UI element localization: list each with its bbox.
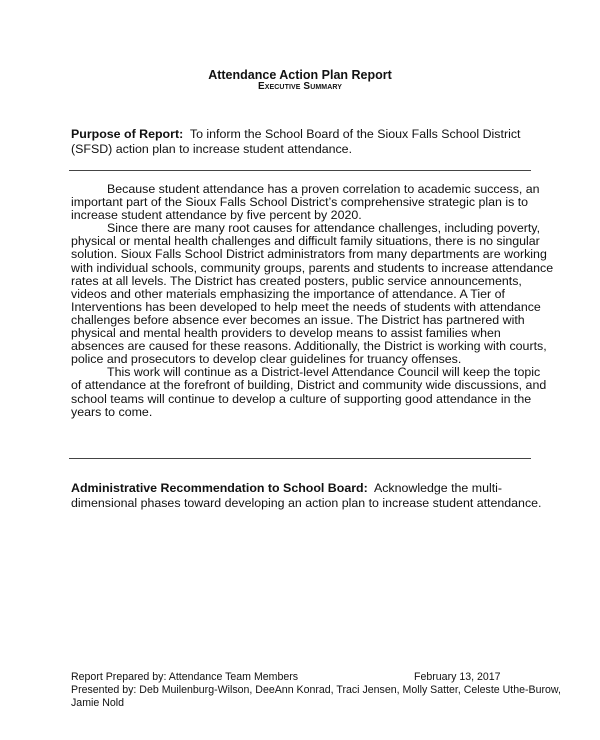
recommendation-line-1 bbox=[71, 482, 502, 495]
paragraph-1-line: Because student attendance has a proven correlation to academic success, an bbox=[107, 182, 540, 196]
paragraph-2-line: rates at all levels. The District has created posters, public service announcements, bbox=[71, 273, 522, 288]
paragraph-2-line: Since there are many root causes for attendance challenges, including poverty, bbox=[107, 221, 541, 236]
recommendation-label: Administrative Recommendation to School Board: bbox=[71, 481, 368, 495]
paragraph-2-line: Interventions has been developed to help meet the needs of students with attendance bbox=[71, 299, 541, 314]
paragraph-2-line: police and prosecutors to develop clear guidelines for truancy offenses. bbox=[71, 352, 462, 367]
presented-by-2: Jamie Nold bbox=[71, 697, 124, 709]
paragraph-2-line: physical or mental health challenges and difficult family situations, there is no singular bbox=[71, 234, 540, 249]
purpose-line-1 bbox=[71, 128, 520, 141]
paragraph-2-line: with individual schools, community groups, parents and students to increase attendance bbox=[71, 260, 554, 275]
paragraph-3-line: school teams will continue to develop a culture of supporting good attendance in the bbox=[71, 391, 532, 406]
paragraph-3-line: of attendance at the forefront of building, District and community wide discussions, and bbox=[71, 378, 547, 393]
purpose-text-1: To inform the School Board of the Sioux Falls School District bbox=[189, 127, 521, 141]
divider-bottom bbox=[69, 458, 531, 459]
report-date: February 13, 2017 bbox=[414, 671, 501, 683]
paragraph-2-line: challenges before absence ever becomes an issue. The District has partnered with bbox=[71, 312, 525, 327]
paragraph-1-line: important part of the Sioux Falls School District’s comprehensive strategic plan is to bbox=[71, 195, 529, 210]
paragraph-3-line: years to come. bbox=[71, 404, 153, 419]
presented-by-1: Presented by: Deb Muilenburg-Wilson, DeeAnn Konrad, Traci Jensen, Molly Satter, Celeste Uthe-Burow, bbox=[71, 684, 561, 696]
paragraph-3-line: This work will continue as a District-level Attendance Council will keep the topic bbox=[107, 365, 541, 380]
paragraph-2-line: videos and other materials emphasizing the importance of attendance. A Tier of bbox=[71, 286, 505, 301]
paragraph-2-line: physical and mental health providers to develop means to assist families when bbox=[71, 326, 501, 341]
paragraph-1-line: increase student attendance by five percent by 2020. bbox=[71, 208, 362, 223]
divider-top bbox=[69, 170, 531, 171]
recommendation-text-2: dimensional phases toward developing an action plan to increase student attendance. bbox=[71, 496, 542, 510]
paragraph-2-line: absences are caused for these reasons. Additionally, the District is working with courts, bbox=[71, 339, 547, 354]
purpose-label: Purpose of Report: bbox=[71, 127, 184, 141]
prepared-by: Report Prepared by: Attendance Team Members bbox=[71, 671, 299, 683]
paragraph-2-line: solution. Sioux Falls School District administrators from many departments are working bbox=[71, 247, 547, 262]
summary-body bbox=[71, 183, 553, 419]
recommendation-text-1: Acknowledge the multi- bbox=[373, 481, 503, 495]
purpose-text-2: (SFSD) action plan to increase student attendance. bbox=[71, 142, 353, 156]
report-title: Attendance Action Plan Report bbox=[208, 68, 392, 82]
report-subtitle: Executive Summary bbox=[257, 81, 343, 92]
